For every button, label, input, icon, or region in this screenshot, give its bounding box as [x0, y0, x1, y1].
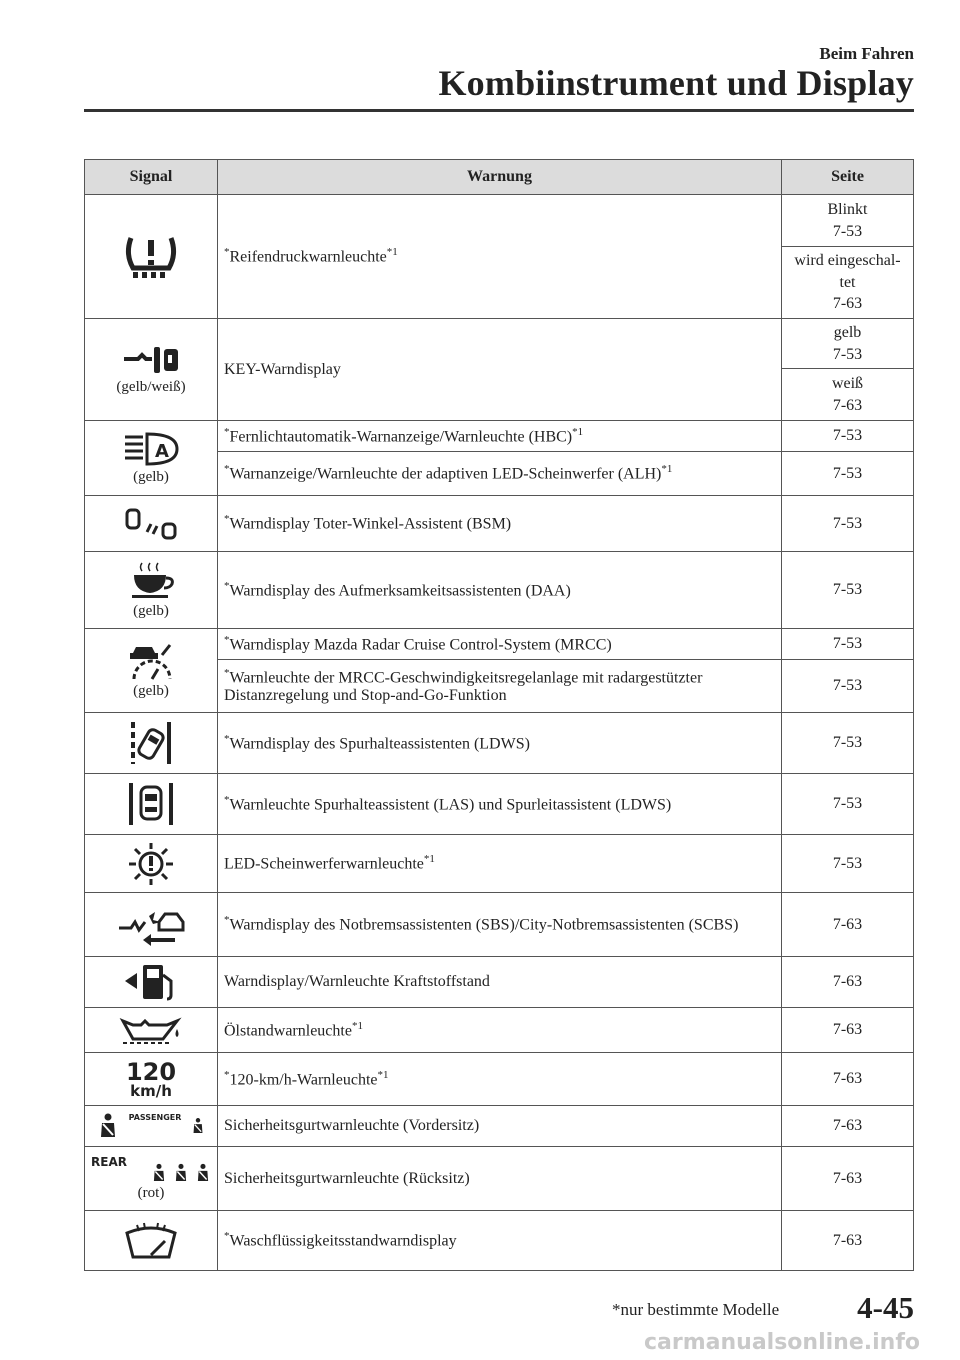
warning-cell: *Warndisplay Mazda Radar Cruise Control-System (MRCC) — [218, 629, 782, 660]
warning-cell: Sicherheitsgurtwarnleuchte (Vordersitz) — [218, 1106, 782, 1147]
signal-cell — [85, 1008, 218, 1053]
table-row — [85, 319, 914, 369]
page-reference: 7-63 — [782, 1147, 914, 1211]
warning-cell: LED-Scheinwerferwarnleuchte$^{*1}$ — [218, 835, 782, 893]
washer-fluid-icon — [121, 1221, 181, 1261]
passenger-label: PASSENGER — [128, 1113, 182, 1122]
signal-cell — [85, 552, 218, 629]
table-row — [85, 774, 914, 835]
warning-cell: *Warnanzeige/Warnleuchte der adaptiven LED-Scheinwerfer (ALH)$^{*1}$ — [218, 452, 782, 496]
svg-text:A: A — [155, 440, 169, 462]
signal-cell — [85, 1106, 218, 1147]
signal-cell — [85, 957, 218, 1008]
table-row — [85, 1147, 914, 1211]
rear-label: REAR — [91, 1155, 127, 1169]
signal-color: (gelb) — [133, 468, 169, 485]
lane-departure-warning-icon — [123, 720, 179, 766]
signal-color: (rot) — [137, 1185, 165, 1201]
signal-cell — [85, 319, 218, 421]
warning-cell: *Warnleuchte Spurhalteassistent (LAS) und Spurleitassistent (LDWS) — [218, 774, 782, 835]
table-row — [85, 893, 914, 957]
blind-spot-monitoring-icon — [121, 506, 181, 542]
section-title: Beim Fahren — [819, 44, 914, 63]
signal-cell — [85, 835, 218, 893]
header-rule — [84, 109, 914, 112]
table-row — [85, 421, 914, 452]
warning-cell: *Warndisplay des Notbremsassistenten (SBS)/City-Notbremsassistenten (SCBS) — [218, 893, 782, 957]
smart-brake-support-icon — [115, 902, 187, 948]
page-reference: 7-53 — [782, 774, 914, 835]
table-row — [85, 496, 914, 552]
warning-cell: *Fernlichtautomatik-Warnanzeige/Warnleuchte (HBC)$^{*1}$ — [218, 421, 782, 452]
radar-cruise-control-icon — [126, 641, 176, 681]
signal-cell — [85, 1147, 218, 1211]
signal-cell — [85, 421, 218, 496]
page-reference: 7-53 — [782, 452, 914, 496]
signal-color: (gelb/weiß) — [116, 379, 186, 395]
led-headlight-warning-icon — [123, 841, 179, 887]
signal-cell — [85, 774, 218, 835]
signal-cell — [85, 1211, 218, 1271]
page-reference: 7-53 — [782, 660, 914, 713]
seatbelt-front-icon — [91, 1113, 211, 1139]
coffee-cup-icon — [126, 561, 176, 601]
footnote: *nur bestimmte Modelle — [612, 1300, 780, 1319]
seated-person-icon — [97, 1113, 119, 1139]
table-row — [85, 1008, 914, 1053]
page-number: 4-45 — [857, 1290, 914, 1325]
table-row — [85, 629, 914, 660]
seated-person-icon — [173, 1163, 189, 1183]
tire-pressure-warning-icon — [121, 232, 181, 282]
table-header-row — [85, 160, 914, 195]
warning-cell: *Warndisplay Toter-Winkel-Assistent (BSM) — [218, 496, 782, 552]
speed-120-icon — [91, 1057, 211, 1100]
page-reference: gelb 7-53 — [782, 319, 914, 369]
signal-cell — [85, 893, 218, 957]
high-beam-control-icon — [121, 431, 181, 467]
signal-color: (gelb) — [133, 683, 169, 699]
page-reference: 7-53 — [782, 421, 914, 452]
table-row — [85, 1211, 914, 1271]
page-reference: 7-53 — [782, 835, 914, 893]
seated-person-icon — [191, 1117, 205, 1135]
page-reference: weiß 7-63 — [782, 369, 914, 421]
table-row — [85, 713, 914, 774]
column-header: Seite — [782, 160, 914, 195]
warning-cell: Ölstandwarnleuchte$^{*1}$ — [218, 1008, 782, 1053]
speed-value: 120 — [125, 1057, 177, 1086]
signal-cell — [85, 1053, 218, 1106]
oil-level-icon — [119, 1013, 183, 1047]
seated-person-icon — [195, 1163, 211, 1183]
table-row — [85, 552, 914, 629]
signal-cell — [85, 195, 218, 319]
page-reference: Blinkt 7-53 — [782, 195, 914, 247]
warning-signal-table — [84, 159, 914, 1271]
warning-cell: Sicherheitsgurtwarnleuchte (Rücksitz) — [218, 1147, 782, 1211]
table-row — [85, 1106, 914, 1147]
page-reference: 7-63 — [782, 957, 914, 1008]
warning-cell: *Warnleuchte der MRCC-Geschwindigkeitsregelanlage mit radargestützter Distanzregelung und Stop-and-Go-Funktion — [218, 660, 782, 713]
page-reference: 7-53 — [782, 496, 914, 552]
page-reference: 7-63 — [782, 1211, 914, 1271]
fuel-level-icon — [121, 961, 181, 1003]
warning-cell: *Warndisplay des Aufmerksamkeitsassistenten (DAA) — [218, 552, 782, 629]
watermark: carmanualsonline.info — [644, 1330, 920, 1355]
page-title: Kombiinstrument und Display — [438, 63, 914, 103]
page-reference: wird eingeschal- tet 7-63 — [782, 247, 914, 319]
page-reference: 7-63 — [782, 1106, 914, 1147]
warning-cell: *Warndisplay des Spurhalteassistenten (LDWS) — [218, 713, 782, 774]
key-warning-icon — [120, 343, 182, 377]
warning-cell: Warndisplay/Warnleuchte Kraftstoffstand — [218, 957, 782, 1008]
signal-color: (gelb) — [133, 602, 169, 619]
page-reference: 7-53 — [782, 713, 914, 774]
seated-person-icon — [151, 1163, 167, 1183]
table-row — [85, 957, 914, 1008]
signal-cell — [85, 496, 218, 552]
warning-cell: *120-km/h-Warnleuchte$^{*1}$ — [218, 1053, 782, 1106]
page-reference: 7-53 — [782, 552, 914, 629]
warning-cell: KEY-Warndisplay — [218, 319, 782, 421]
table-row — [85, 1053, 914, 1106]
lane-keep-assist-icon — [123, 781, 179, 827]
table-row — [85, 195, 914, 247]
page-reference: 7-63 — [782, 1008, 914, 1053]
signal-cell — [85, 629, 218, 713]
page-reference: 7-53 — [782, 629, 914, 660]
page-reference: 7-63 — [782, 893, 914, 957]
column-header: Warnung — [218, 160, 782, 195]
signal-cell — [85, 713, 218, 774]
seatbelt-rear-icon — [91, 1155, 211, 1202]
column-header: Signal — [85, 160, 218, 195]
warning-cell: *Waschflüssigkeitsstandwarndisplay — [218, 1211, 782, 1271]
warning-cell: *Reifendruckwarnleuchte$^{*1}$ — [218, 195, 782, 319]
table-row — [85, 835, 914, 893]
speed-unit: km/h — [130, 1081, 172, 1100]
page-reference: 7-63 — [782, 1053, 914, 1106]
